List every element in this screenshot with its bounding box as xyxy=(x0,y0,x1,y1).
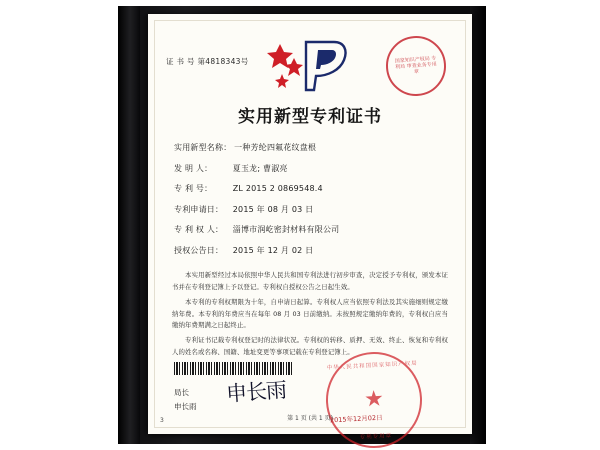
signer-block xyxy=(174,386,197,413)
certificate-body xyxy=(172,270,448,362)
field-row xyxy=(174,204,446,215)
page-number-left: 3 xyxy=(160,417,164,424)
certificate-fields xyxy=(174,142,446,265)
field-row xyxy=(174,245,446,256)
signer-title: 局长 xyxy=(174,388,189,397)
certificate-title: 实用新型专利证书 xyxy=(238,107,382,127)
patent-logo-icon xyxy=(266,36,352,96)
field-label: 专 利 号： xyxy=(174,184,213,193)
document-number: 证 书 号 第4818343号 xyxy=(166,57,249,66)
field-label: 发 明 人： xyxy=(174,163,213,173)
body-paragraph: 专利证书记载专利权登记时的法律状况。专利权的转移、质押、无效、终止、恢复和专利权人的姓名或名称、国籍、地址变更等事项记载在专利登记簿上。 xyxy=(172,336,448,357)
field-value: 夏玉龙; 曹淑亮 xyxy=(232,163,288,173)
star-icon: ★ xyxy=(363,386,385,413)
field-label: 实用新型名称： xyxy=(174,143,232,152)
page-footer: 第 1 页 (共 1 页) xyxy=(287,415,333,422)
handwritten-signature: 申长雨 xyxy=(225,377,287,407)
binder-right-edge xyxy=(470,6,486,444)
field-value: 一种芳纶四氟花纹盘根 xyxy=(234,143,317,152)
seal-top-text: 中华人民共和国国家知识产权局 xyxy=(326,360,418,372)
field-value: 2015 年 12 月 02 日 xyxy=(232,245,314,255)
field-label: 专利申请日： xyxy=(174,204,224,214)
field-label: 授权公告日： xyxy=(174,245,224,255)
field-value: 淄博市润屹密封材料有限公司 xyxy=(232,225,340,234)
body-paragraph: 本实用新型经过本局依照中华人民共和国专利法进行初步审查，决定授予专利权，颁发本证书并在专利登记簿上予以登记。专利权自授权公告之日起生效。 xyxy=(172,271,448,291)
barcode-icon xyxy=(174,362,292,375)
signer-name: 申长雨 xyxy=(174,401,197,411)
field-row xyxy=(174,163,446,174)
field-label: 专 利 权 人： xyxy=(174,225,224,234)
body-paragraph: 本专利的专利权期限为十年，自申请日起算。专利权人应当依照专利法及其实施细则规定缴纳年费。本专利的年费应当在每年 08 月 03 日前缴纳。未按照规定缴纳年费的，专利权自应当缴纳年费期满之日起终止。 xyxy=(172,297,448,330)
certificate-page xyxy=(148,14,472,441)
field-row xyxy=(174,142,446,153)
binder-spine xyxy=(118,6,140,444)
top-seal-text: 国家知识产权局 专利局 审查业务专用章 xyxy=(394,55,437,76)
field-row xyxy=(174,224,446,235)
seal-date: 2015年12月02日 xyxy=(329,413,383,425)
field-value: 2015 年 08 月 03 日 xyxy=(232,204,314,214)
official-round-seal xyxy=(324,350,425,450)
field-value: ZL 2015 2 0869548.4 xyxy=(232,184,323,193)
field-row xyxy=(174,183,446,194)
seal-bottom-text: 专利专用章 xyxy=(359,433,393,441)
